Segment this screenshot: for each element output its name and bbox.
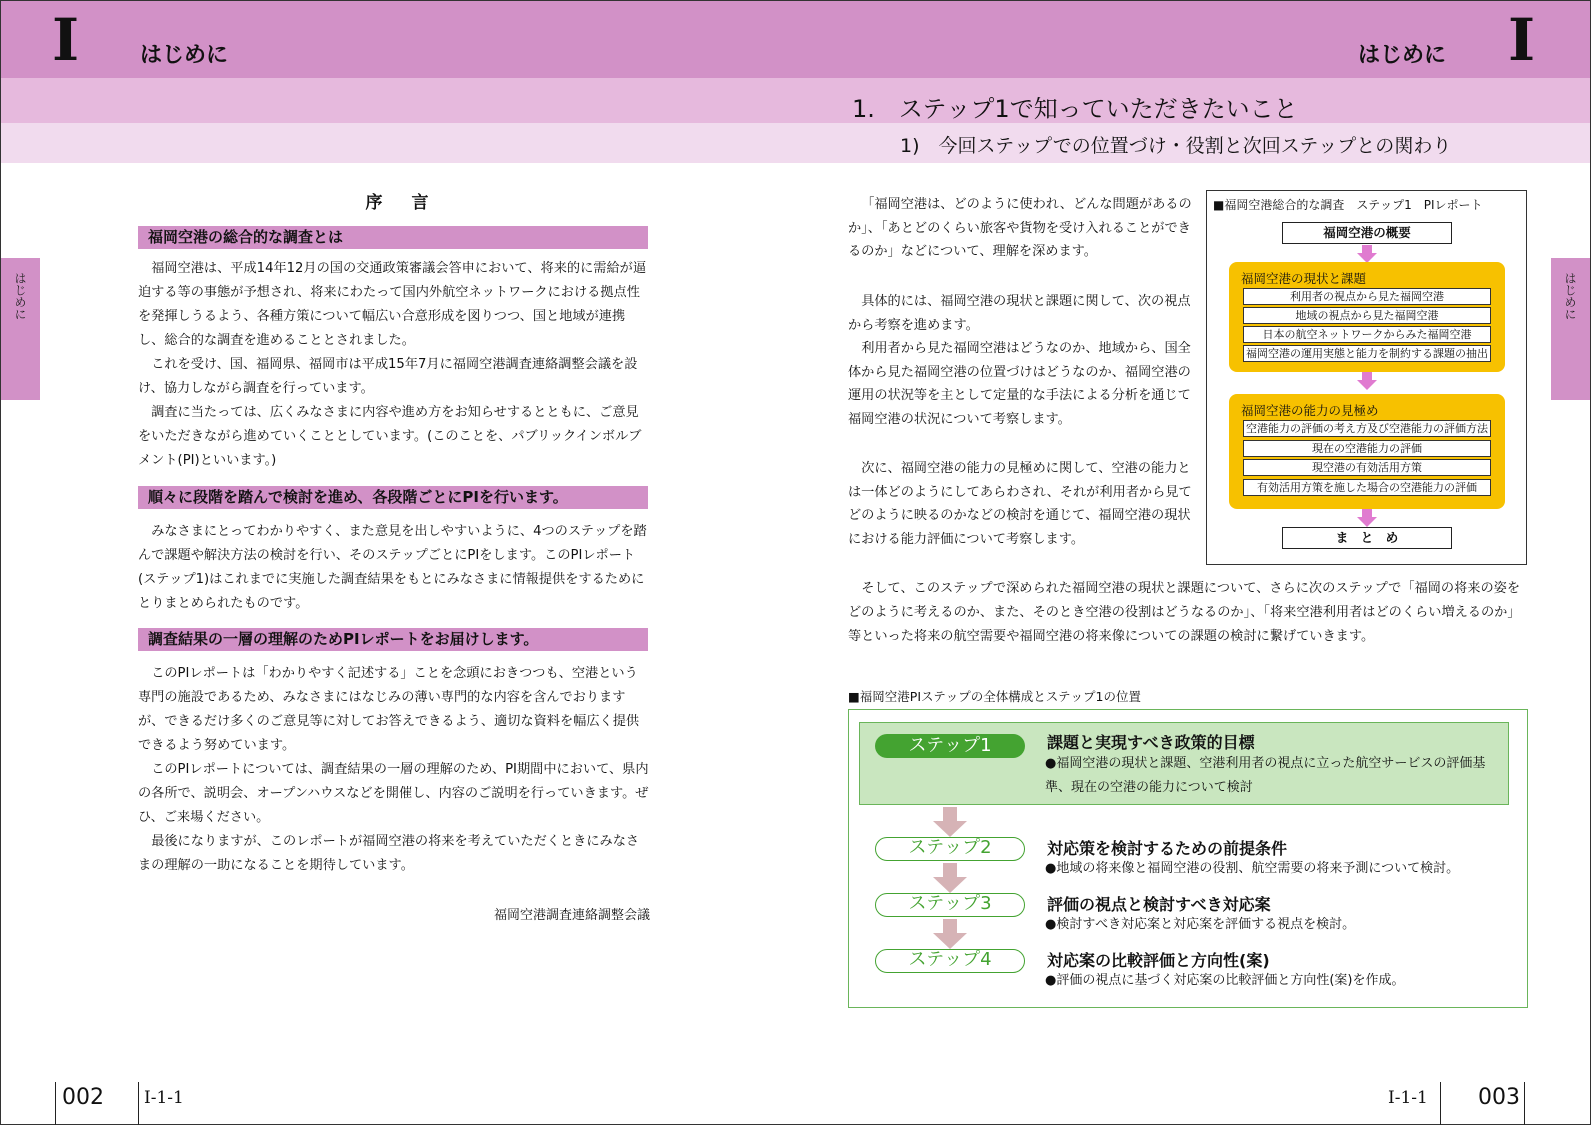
paragraph: 調査に当たっては、広くみなさまに内容や進め方をお知らせするとともに、ご意見をいただきながら進めていくこととしています。(このことを、パブリックインボルブメント(PI)といいます。)	[138, 405, 642, 468]
step4-label: ステップ4	[875, 949, 1025, 973]
flow-item: 現在の空港能力の評価	[1243, 440, 1491, 457]
step2-label: ステップ2	[875, 837, 1025, 861]
paragraph: そして、このステップで深められた福岡空港の現状と課題について、さらに次のステップで「福岡の将来の姿をどのように考えるのか、また、そのとき空港の役割はどうなるのか」、「将来空港利用者はどのくらい増えるのか」等といった将来の航空需要や福岡空港の将来像についての課題の検討に繋げていきます。	[848, 581, 1521, 644]
flow-item: 空港能力の評価の考え方及び空港能力の評価方法	[1243, 420, 1491, 437]
steps-diagram	[848, 709, 1528, 1008]
flow-item: 有効活用方策を施した場合の空港能力の評価	[1243, 479, 1491, 496]
page-number-left: 002	[62, 1085, 104, 1110]
step2-title: 対応策を検討するための前提条件	[1047, 839, 1288, 858]
side-tab-left	[1, 258, 40, 400]
chapter-numeral-left: I	[52, 6, 80, 74]
footer-divider	[55, 1082, 56, 1125]
section-title: 1. ステップ1で知っていただきたいこと	[852, 95, 1298, 123]
section-band	[1, 78, 1590, 123]
flow-item: 利用者の視点から見た福岡空港	[1243, 288, 1491, 305]
paragraph: 次に、福岡空港の能力の見極めに関して、空港の能力とは一体どのようにしてあらわされ、それが利用者から見てどのように映るのかなどの検討を通じて、福岡空港の現状における能力評価について考察します。	[848, 461, 1192, 547]
flow-group-current	[1229, 262, 1505, 372]
paragraph-block-3	[138, 662, 650, 878]
right-text-1	[848, 193, 1196, 264]
paragraph-block-1	[138, 257, 650, 473]
chapter-title-right: はじめに	[1358, 43, 1447, 68]
paragraph: みなさまにとってわかりやすく、また意見を出しやすいように、4つのステップを踏んで課題や解決方法の検討を行い、そのステップごとにPIをします。このPIレポート(ステップ1)はこれまでに実施した調査結果をもとにみなさまに情報提供をするためにとりまとめられたものです。	[138, 524, 647, 611]
flow-diagram-caption: ■福岡空港総合的な調査 ステップ1 PIレポート	[1213, 198, 1483, 212]
page-number-right: 003	[1478, 1085, 1520, 1110]
down-arrow-icon	[933, 807, 967, 837]
signature: 福岡空港調査連絡調整会議	[493, 908, 650, 923]
heading-bar-3: 調査結果の一層の理解のためPIレポートをお届けします。	[138, 628, 648, 651]
chapter-numeral-right: I	[1508, 6, 1536, 74]
subsection-title: 1) 今回ステップでの位置づけ・役割と次回ステップとの関わり	[900, 135, 1452, 157]
paragraph: 最後になりますが、このレポートが福岡空港の将来を考えていただくときにみなさまの理解の一助になることを期待しています。	[138, 834, 640, 873]
paragraph: このPIレポートについては、調査結果の一層の理解のため、PI期間中において、県内の各所で、説明会、オープンハウスなどを開催し、内容のご説明を行っていきます。ぜひ、ご来場ください。	[138, 762, 649, 825]
flow-item: 日本の航空ネットワークからみた福岡空港	[1243, 326, 1491, 343]
flow-top-box: 福岡空港の概要	[1282, 222, 1452, 244]
heading-bar-1: 福岡空港の総合的な調査とは	[138, 226, 648, 249]
flow-item: 福岡空港の運用実態と能力を制約する課題の抽出	[1243, 345, 1491, 362]
side-tab-right-label: はじめに	[1563, 272, 1577, 320]
down-arrow-icon	[1357, 509, 1377, 527]
flow-item: 地域の視点から見た福岡空港	[1243, 307, 1491, 324]
page-ref-left: I-1-1	[144, 1088, 184, 1108]
footer-divider	[138, 1082, 139, 1125]
flow-diagram	[1206, 190, 1527, 565]
heading-bar-2: 順々に段階を踏んで検討を進め、各段階ごとにPIを行います。	[138, 486, 648, 509]
paragraph: 具体的には、福岡空港の現状と課題に関して、次の視点から考察を進めます。	[848, 294, 1191, 333]
step3-label: ステップ3	[875, 893, 1025, 917]
down-arrow-icon	[1357, 372, 1377, 390]
step1-desc: ●福岡空港の現状と課題、空港利用者の視点に立った航空サービスの評価基準、現在の空港の能力について検討	[1045, 756, 1486, 795]
chapter-title-left: はじめに	[140, 43, 229, 68]
step3-desc: ●検討すべき対応案と対応案を評価する視点を検討。	[1045, 917, 1356, 932]
right-text-4	[848, 577, 1528, 649]
paragraph: このPIレポートは「わかりやすく記述する」ことを念頭におきつつも、空港という専門の施設であるため、みなさまにはなじみの薄い専門的な内容を含んでおりますが、できるだけ多くのご意見等に対してお答えできるよう、適切な資料を幅広く提供できるよう努めています。	[138, 666, 640, 753]
paragraph-block-2	[138, 520, 650, 616]
down-arrow-icon	[1357, 245, 1377, 263]
step4-desc: ●評価の視点に基づく対応案の比較評価と方向性(案)を作成。	[1045, 973, 1405, 988]
flow-group-title: 福岡空港の現状と課題	[1241, 271, 1367, 286]
step3-title: 評価の視点と検討すべき対応案	[1047, 895, 1271, 914]
right-text-3	[848, 457, 1196, 551]
step1-title: 課題と実現すべき政策的目標	[1047, 733, 1255, 752]
side-tab-right	[1551, 258, 1590, 400]
step4-title: 対応案の比較評価と方向性(案)	[1047, 951, 1270, 970]
flow-group-title: 福岡空港の能力の見極め	[1241, 403, 1379, 418]
side-tab-left-label: はじめに	[13, 272, 27, 320]
flow-bottom-box: ま と め	[1282, 527, 1452, 549]
step1-label: ステップ1	[875, 734, 1025, 758]
paragraph: 「福岡空港は、どのように使われ、どんな問題があるのか」、「あとどのくらい旅客や貨物を受け入れることができるのか」などについて、理解を深めます。	[848, 197, 1192, 259]
footer-divider	[1524, 1082, 1525, 1125]
paragraph: 福岡空港は、平成14年12月の国の交通政策審議会答申において、将来的に需給が逼迫する等の事態が予想され、将来にわたって国内外航空ネットワークにおける拠点性を発揮しうるよう、各種方策について幅広い合意形成を図りつつ、国と地域が連携し、総合的な調査を進めることとされました。	[138, 261, 647, 348]
footer-divider	[1440, 1082, 1441, 1125]
flow-item: 現空港の有効活用方策	[1243, 459, 1491, 476]
right-text-2	[848, 290, 1196, 431]
preface-title: 序 言	[365, 193, 435, 213]
down-arrow-icon	[933, 863, 967, 893]
down-arrow-icon	[933, 919, 967, 949]
paragraph: 利用者から見た福岡空港はどうなのか、地域から、国全体から見た福岡空港の位置づけはどうなのか、福岡空港の運用の状況等を主として定量的な手法による分析を通じて福岡空港の状況について考察します。	[848, 341, 1191, 427]
flow-group-capacity	[1229, 394, 1505, 509]
header-band	[1, 1, 1590, 78]
step2-desc: ●地域の将来像と福岡空港の役割、航空需要の将来予測について検討。	[1045, 861, 1460, 876]
steps-caption: ■福岡空港PIステップの全体構成とステップ1の位置	[848, 689, 1141, 704]
paragraph: これを受け、国、福岡県、福岡市は平成15年7月に福岡空港調査連絡調整会議を設け、協力しながら調査を行っています。	[138, 357, 638, 396]
page-ref-right: I-1-1	[1388, 1088, 1428, 1108]
